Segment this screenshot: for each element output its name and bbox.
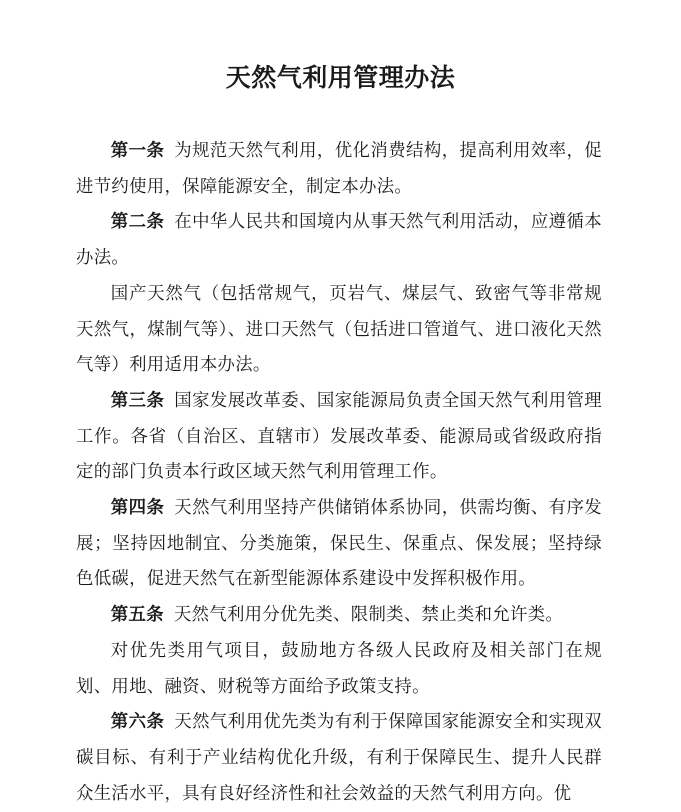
article-number: 第三条 (110, 390, 165, 411)
article-number: 第四条 (110, 498, 165, 519)
paragraph-article-3 (76, 384, 602, 491)
paragraph-text: 天然气利用分优先类、限制类、禁止类和允许类。 (173, 605, 564, 626)
paragraph-text: 在中华人民共和国境内从事天然气利用活动，应遵循本办法。 (76, 212, 602, 269)
document-title: 天然气利用管理办法 (225, 63, 456, 92)
article-number: 第二条 (110, 212, 165, 233)
paragraph-article-6 (76, 705, 602, 812)
article-number: 第六条 (110, 712, 165, 733)
paragraph-text: 国产天然气（包括常规气，页岩气、煤层气、致密气等非常规天然气，煤制气等）、进口天然气（包括进口管道气、进口液化天然气等）利用适用本办法。 (76, 283, 602, 376)
paragraph-text: 天然气利用优先类为有利于保障国家能源安全和实现双碳目标、有利于产业结构优化升级，有利于保障民生、提升人民群众生活水平，具有良好经济性和社会效益的天然气利用方向。优 (76, 712, 602, 804)
paragraph-text: 为规范天然气利用，优化消费结构，提高利用效率，促进节约使用，保障能源安全，制定本办法。 (76, 141, 602, 197)
paragraph-article-5 (76, 598, 602, 634)
paragraph-article-4 (76, 491, 602, 598)
article-number: 第五条 (110, 605, 164, 626)
article-number: 第一条 (110, 141, 165, 161)
paragraph-article-2 (76, 205, 602, 276)
paragraph-article-5-continued (76, 634, 602, 705)
document-body (76, 134, 602, 812)
paragraph-article-1 (76, 134, 602, 205)
paragraph-text: 对优先类用气项目，鼓励地方各级人民政府及相关部门在规划、用地、融资、财税等方面给予政策支持。 (76, 640, 602, 697)
paragraph-article-2-continued (76, 277, 602, 384)
paragraph-text: 天然气利用坚持产供储销体系协同，供需均衡、有序发展；坚持因地制宜、分类施策，保民生、保重点、保发展；坚持绿色低碳，促进天然气在新型能源体系建设中发挥积极作用。 (76, 498, 602, 590)
paragraph-text: 国家发展改革委、国家能源局负责全国天然气利用管理工作。各省（自治区、直辖市）发展改革委、能源局或省级政府指定的部门负责本行政区域天然气利用管理工作。 (76, 390, 602, 483)
